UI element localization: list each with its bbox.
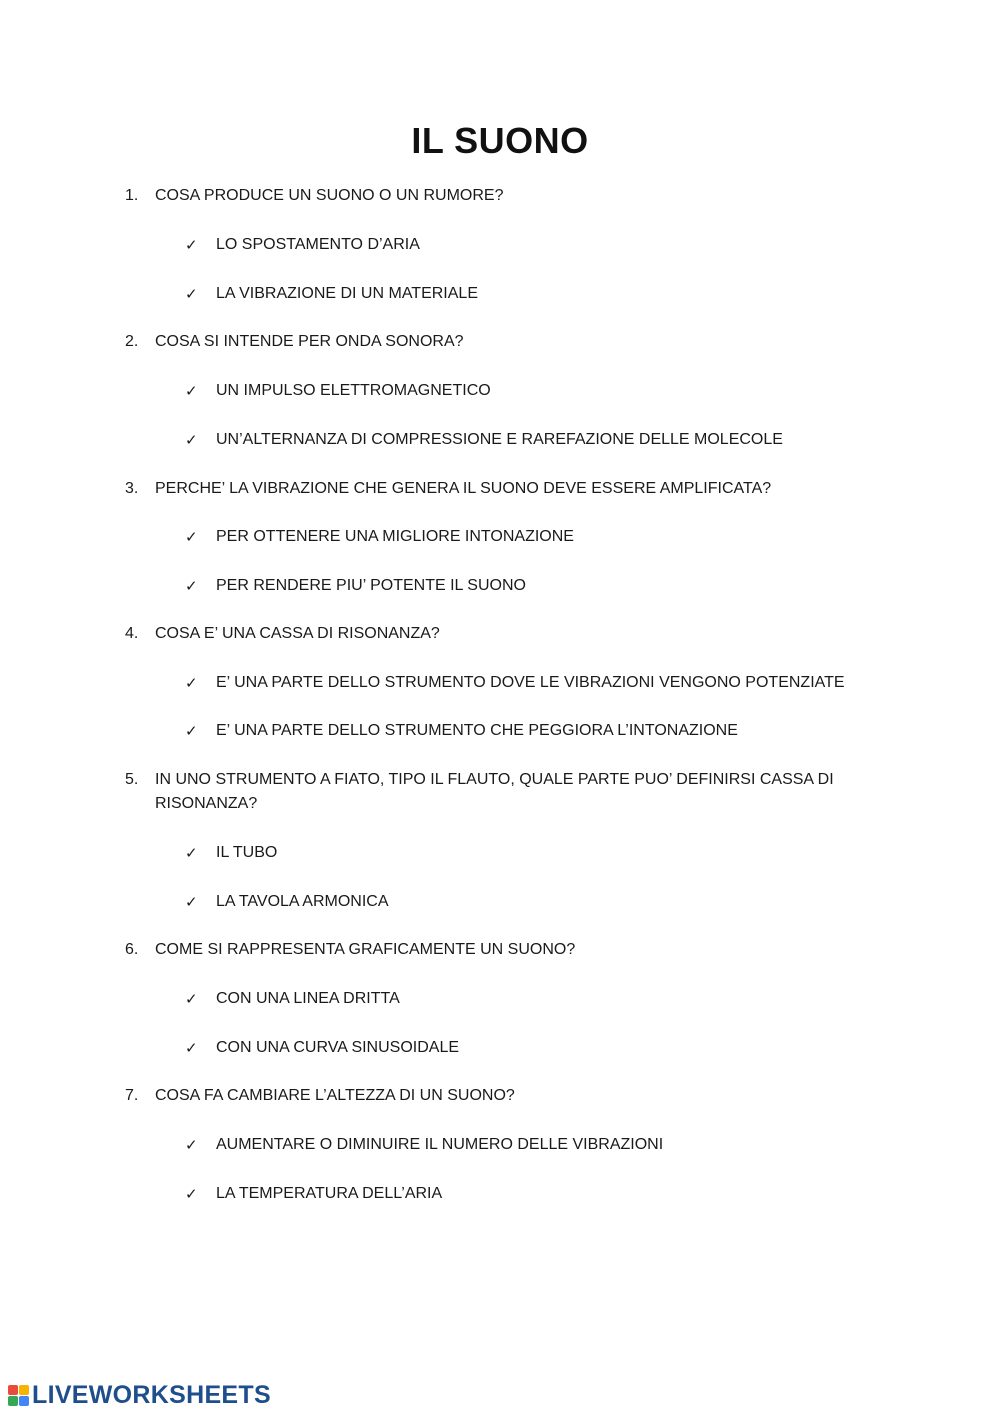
option-label: E’ UNA PARTE DELLO STRUMENTO DOVE LE VIBRAZIONI VENGONO POTENZIATE [216, 674, 845, 691]
checkmark-icon: ✓ [185, 893, 198, 911]
question-6 [125, 938, 845, 962]
answer-option-2b[interactable] [185, 428, 865, 452]
question-number: 3. [125, 480, 139, 497]
checkmark-icon: ✓ [185, 431, 198, 449]
question-text: COSA E’ UNA CASSA DI RISONANZA? [155, 625, 440, 642]
checkmark-icon: ✓ [185, 1185, 198, 1203]
answer-option-3b[interactable] [185, 574, 865, 598]
liveworksheets-logo[interactable] [8, 1380, 271, 1410]
answer-option-5a[interactable] [185, 841, 865, 865]
answer-option-7a[interactable] [185, 1133, 865, 1157]
answer-option-5b[interactable] [185, 890, 865, 914]
question-text: COSA FA CAMBIARE L’ALTEZZA DI UN SUONO? [155, 1087, 515, 1104]
logo-block [19, 1396, 29, 1406]
answer-option-4a[interactable] [185, 671, 865, 695]
checkmark-icon: ✓ [185, 1136, 198, 1154]
option-label: IL TUBO [216, 844, 278, 861]
question-4 [125, 622, 845, 646]
question-number: 7. [125, 1087, 139, 1104]
checkmark-icon: ✓ [185, 844, 198, 862]
page-title: IL SUONO [411, 120, 589, 161]
question-number: 1. [125, 187, 139, 204]
checkmark-icon: ✓ [185, 990, 198, 1008]
checkmark-icon: ✓ [185, 577, 198, 595]
answer-option-1b[interactable] [185, 282, 865, 306]
question-5 [125, 768, 845, 816]
question-text: COSA SI INTENDE PER ONDA SONORA? [155, 333, 464, 350]
option-label: E’ UNA PARTE DELLO STRUMENTO CHE PEGGIORA L’INTONAZIONE [216, 722, 738, 739]
logo-text: LIVEWORKSHEETS [32, 1380, 271, 1409]
checkmark-icon: ✓ [185, 674, 198, 692]
option-label: UN’ALTERNANZA DI COMPRESSIONE E RAREFAZIONE DELLE MOLECOLE [216, 431, 783, 448]
question-7 [125, 1084, 845, 1108]
checkmark-icon: ✓ [185, 528, 198, 546]
checkmark-icon: ✓ [185, 236, 198, 254]
checkmark-icon: ✓ [185, 1039, 198, 1057]
option-label: PER OTTENERE UNA MIGLIORE INTONAZIONE [216, 528, 574, 545]
option-label: LA VIBRAZIONE DI UN MATERIALE [216, 285, 478, 302]
answer-option-7b[interactable] [185, 1182, 865, 1206]
option-label: LA TAVOLA ARMONICA [216, 893, 389, 910]
answer-option-2a[interactable] [185, 379, 865, 403]
answer-option-3a[interactable] [185, 525, 865, 549]
answer-option-6b[interactable] [185, 1036, 865, 1060]
question-text: PERCHE’ LA VIBRAZIONE CHE GENERA IL SUONO DEVE ESSERE AMPLIFICATA? [155, 480, 772, 497]
question-text: COSA PRODUCE UN SUONO O UN RUMORE? [155, 187, 504, 204]
question-text: IN UNO STRUMENTO A FIATO, TIPO IL FLAUTO, QUALE PARTE PUO’ DEFINIRSI CASSA DI RISONANZA? [155, 771, 834, 812]
option-label: PER RENDERE PIU’ POTENTE IL SUONO [216, 577, 526, 594]
question-number: 6. [125, 941, 139, 958]
logo-blocks-icon [8, 1385, 29, 1406]
option-label: CON UNA CURVA SINUSOIDALE [216, 1039, 460, 1056]
logo-block [8, 1385, 18, 1395]
logo-block [19, 1385, 29, 1395]
logo-block [8, 1396, 18, 1406]
option-label: LA TEMPERATURA DELL’ARIA [216, 1185, 443, 1202]
question-3 [125, 477, 845, 501]
question-1 [125, 184, 845, 208]
option-label: CON UNA LINEA DRITTA [216, 990, 400, 1007]
answer-option-1a[interactable] [185, 233, 865, 257]
question-text: COME SI RAPPRESENTA GRAFICAMENTE UN SUONO? [155, 941, 576, 958]
answer-option-6a[interactable] [185, 987, 865, 1011]
question-number: 4. [125, 625, 139, 642]
question-2 [125, 330, 845, 354]
checkmark-icon: ✓ [185, 285, 198, 303]
checkmark-icon: ✓ [185, 722, 198, 740]
answer-option-4b[interactable] [185, 719, 865, 743]
option-label: AUMENTARE O DIMINUIRE IL NUMERO DELLE VIBRAZIONI [216, 1136, 664, 1153]
question-number: 2. [125, 333, 139, 350]
question-number: 5. [125, 771, 139, 788]
option-label: UN IMPULSO ELETTROMAGNETICO [216, 382, 491, 399]
option-label: LO SPOSTAMENTO D’ARIA [216, 236, 420, 253]
checkmark-icon: ✓ [185, 382, 198, 400]
